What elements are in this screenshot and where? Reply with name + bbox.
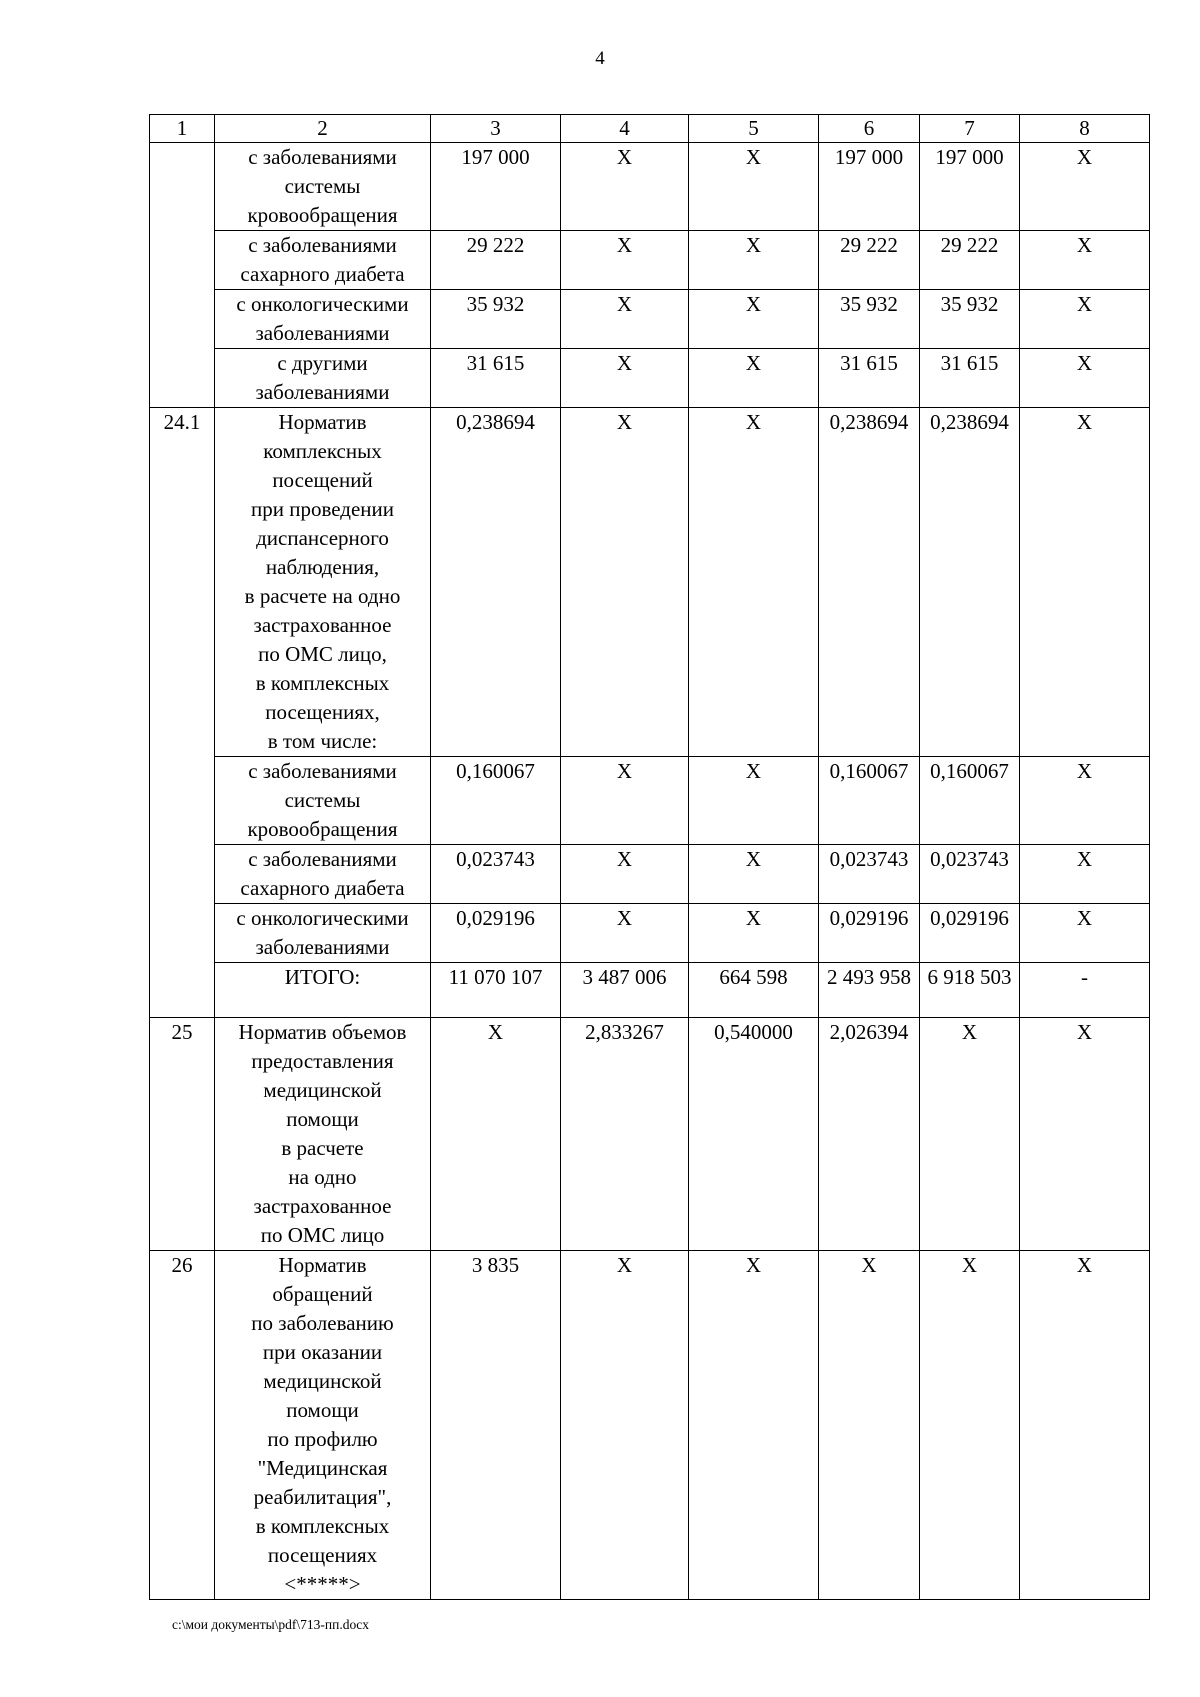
column-header: 4 (561, 115, 689, 143)
cell-col6: Х (819, 1251, 920, 1600)
cell-col4: Х (561, 845, 689, 904)
column-header: 7 (920, 115, 1020, 143)
cell-col7: 0,160067 (920, 757, 1020, 845)
table-row (150, 231, 1150, 290)
cell-col4: Х (561, 757, 689, 845)
cell-col5: Х (689, 845, 819, 904)
cell-col8: - (1020, 963, 1150, 1018)
table-row (150, 290, 1150, 349)
cell-col3: 11 070 107 (431, 963, 561, 1018)
indicator-name: с онкологическими заболеваниями (215, 290, 431, 349)
indicator-name: Норматив обращений по заболеванию при оказании медицинской помощи по профилю "Медицинская реабилитация", в комплексных посещениях <*****> (215, 1251, 431, 1600)
cell-col3: 197 000 (431, 143, 561, 231)
cell-col8: Х (1020, 349, 1150, 408)
footer-file-path: c:\мои документы\pdf\713-пп.docx (172, 1617, 369, 1632)
indicator-name: с заболеваниями системы кровообращения (215, 143, 431, 231)
cell-col8: Х (1020, 408, 1150, 757)
table-row (150, 904, 1150, 963)
indicator-name: с другими заболеваниями (215, 349, 431, 408)
cell-col8: Х (1020, 231, 1150, 290)
cell-col3: 29 222 (431, 231, 561, 290)
column-header: 1 (150, 115, 215, 143)
cell-col6: 0,238694 (819, 408, 920, 757)
cell-col4: 3 487 006 (561, 963, 689, 1018)
column-header: 5 (689, 115, 819, 143)
cell-col4: Х (561, 290, 689, 349)
cell-col6: 2,026394 (819, 1018, 920, 1251)
cell-col8: Х (1020, 904, 1150, 963)
cell-col3: 0,029196 (431, 904, 561, 963)
cell-col7: Х (920, 1018, 1020, 1251)
table-row (150, 845, 1150, 904)
column-header: 6 (819, 115, 920, 143)
column-header: 2 (215, 115, 431, 143)
cell-col5: 664 598 (689, 963, 819, 1018)
cell-col7: 0,029196 (920, 904, 1020, 963)
cell-col4: Х (561, 1251, 689, 1600)
cell-col4: Х (561, 408, 689, 757)
row-number: 26 (150, 1251, 215, 1600)
table-row (150, 349, 1150, 408)
table-row (150, 757, 1150, 845)
column-header: 8 (1020, 115, 1150, 143)
indicator-name: Норматив комплексных посещений при проведении диспансерного наблюдения, в расчете на одно застрахованное по ОМС лицо, в комплексных посещениях, в том числе: (215, 408, 431, 757)
table-row (150, 143, 1150, 231)
cell-col5: Х (689, 349, 819, 408)
indicator-name: ИТОГО: (215, 963, 431, 1018)
table-header-row (150, 115, 1150, 143)
cell-col6: 31 615 (819, 349, 920, 408)
table-row (150, 1251, 1150, 1600)
cell-col6: 197 000 (819, 143, 920, 231)
cell-col5: 0,540000 (689, 1018, 819, 1251)
cell-col8: Х (1020, 845, 1150, 904)
data-table (149, 114, 1150, 1600)
cell-col7: 29 222 (920, 231, 1020, 290)
cell-col7: 0,238694 (920, 408, 1020, 757)
cell-col5: Х (689, 408, 819, 757)
cell-col5: Х (689, 290, 819, 349)
page-number: 4 (595, 48, 605, 69)
cell-col6: 35 932 (819, 290, 920, 349)
indicator-name: с онкологическими заболеваниями (215, 904, 431, 963)
cell-col7: 35 932 (920, 290, 1020, 349)
cell-col5: Х (689, 757, 819, 845)
cell-col7: 0,023743 (920, 845, 1020, 904)
cell-col4: Х (561, 349, 689, 408)
cell-col8: Х (1020, 143, 1150, 231)
indicator-name: с заболеваниями сахарного диабета (215, 231, 431, 290)
table-row (150, 408, 1150, 757)
cell-col6: 0,023743 (819, 845, 920, 904)
indicator-name: с заболеваниями системы кровообращения (215, 757, 431, 845)
cell-col7: 197 000 (920, 143, 1020, 231)
cell-col7: 31 615 (920, 349, 1020, 408)
cell-col5: Х (689, 231, 819, 290)
cell-col3: 0,023743 (431, 845, 561, 904)
cell-col3: 0,160067 (431, 757, 561, 845)
cell-col7: Х (920, 1251, 1020, 1600)
cell-col4: Х (561, 904, 689, 963)
cell-col4: 2,833267 (561, 1018, 689, 1251)
cell-col3: 35 932 (431, 290, 561, 349)
cell-col6: 0,160067 (819, 757, 920, 845)
cell-col6: 0,029196 (819, 904, 920, 963)
cell-col8: Х (1020, 1018, 1150, 1251)
cell-col7: 6 918 503 (920, 963, 1020, 1018)
table-row (150, 1018, 1150, 1251)
column-header: 3 (431, 115, 561, 143)
cell-col8: Х (1020, 757, 1150, 845)
cell-col6: 2 493 958 (819, 963, 920, 1018)
cell-col3: Х (431, 1018, 561, 1251)
table-row-total (150, 963, 1150, 1018)
cell-col8: Х (1020, 1251, 1150, 1600)
cell-col3: 31 615 (431, 349, 561, 408)
cell-col5: Х (689, 904, 819, 963)
cell-col8: Х (1020, 290, 1150, 349)
cell-col4: Х (561, 231, 689, 290)
cell-col4: Х (561, 143, 689, 231)
row-number: 24.1 (150, 408, 215, 1018)
cell-col5: Х (689, 143, 819, 231)
row-number (150, 143, 215, 408)
cell-col3: 3 835 (431, 1251, 561, 1600)
cell-col6: 29 222 (819, 231, 920, 290)
indicator-name: Норматив объемов предоставления медицинской помощи в расчете на одно застрахованное по ОМС лицо (215, 1018, 431, 1251)
cell-col5: Х (689, 1251, 819, 1600)
cell-col3: 0,238694 (431, 408, 561, 757)
row-number: 25 (150, 1018, 215, 1251)
indicator-name: с заболеваниями сахарного диабета (215, 845, 431, 904)
